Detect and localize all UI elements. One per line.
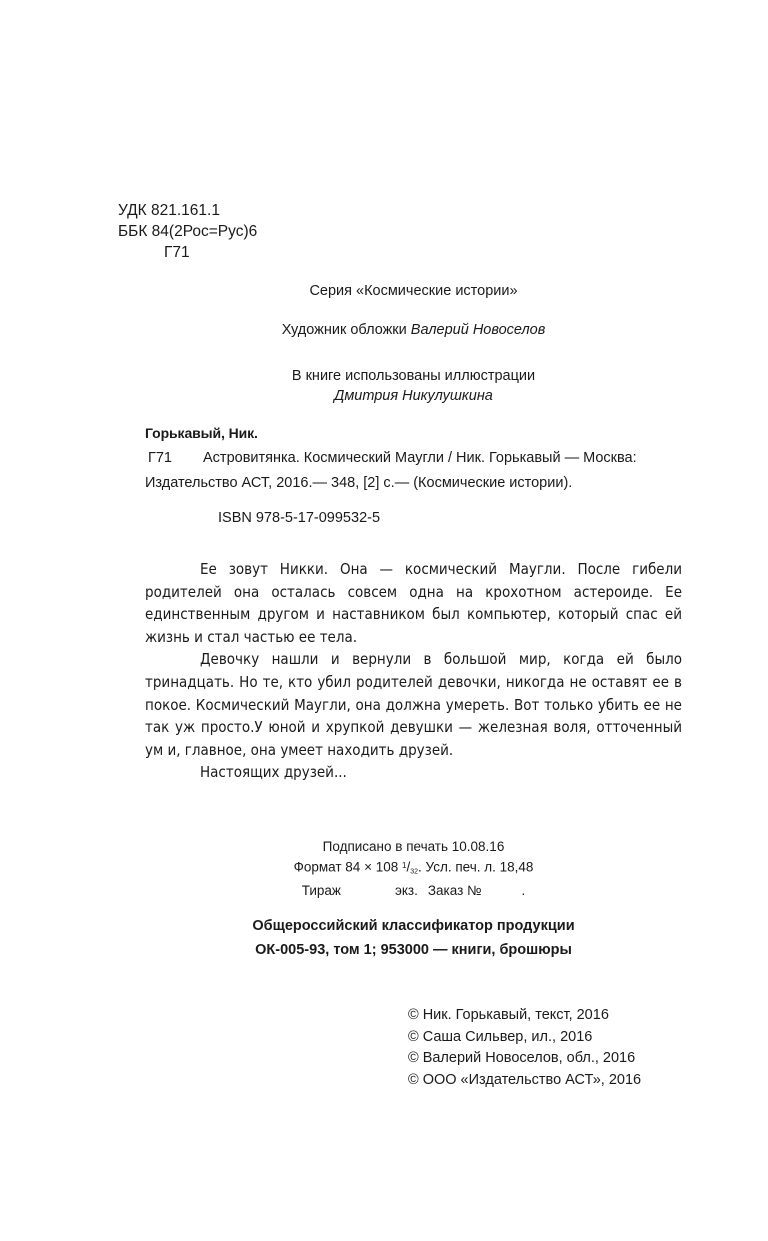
copyright-icon: © (408, 1028, 419, 1045)
series-line: Серия «Космические истории» (309, 283, 518, 299)
okp-classifier-block (145, 914, 682, 962)
order-value: . (521, 883, 526, 899)
copyright-icon: © (408, 1071, 419, 1088)
copyright-text: Валерий Новоселов, обл., 2016 (422, 1050, 636, 1066)
classification-block (118, 200, 257, 263)
format-fraction (402, 856, 418, 881)
print-run-unit: экз. (394, 883, 418, 899)
bibliographic-record (145, 421, 685, 496)
isbn-line: ISBN 978-5-17-099532-5 (218, 510, 381, 526)
imprint-format-line (145, 856, 682, 881)
illustrations-author: Дмитрия Никулушкина (334, 388, 493, 404)
imprint-format-label: Формат 84 × 108 (293, 859, 399, 875)
copyright-line (408, 1005, 641, 1027)
copyright-line (408, 1048, 641, 1070)
bbk-code: ББК 84(2Рос=Рус)6 (118, 223, 258, 240)
print-run-label: Тираж (301, 883, 341, 899)
okp-line-2: ОК-005-93, том 1; 953000 — книги, брошюры (255, 942, 572, 958)
udk-code: УДК 821.161.1 (118, 202, 220, 219)
cover-artist-name: Валерий Новоселов (410, 322, 546, 338)
imprint-run-line (145, 881, 682, 900)
order-label: Заказ № (427, 883, 482, 899)
imprint-format-tail: . Усл. печ. л. 18,48 (418, 859, 534, 875)
annotation-paragraph: Настоящих друзей... (200, 763, 347, 782)
copyright-text: Ник. Горькавый, текст, 2016 (422, 1007, 609, 1023)
biblio-record (145, 446, 685, 496)
copyright-icon: © (408, 1050, 419, 1066)
biblio-record-line-1: Астровитянка. Космический Маугли / Ник. Горькавый — Москва: (203, 450, 637, 466)
annotation-paragraph: Ее зовут Никки. Она — космический Маугли. После гибели родителей она осталась совсем одна на крохотном астероиде. Ее единственным другом и наставником был компьютер, который спас ей жизнь и стал частью ее тела. (145, 560, 682, 646)
biblio-shelf-marker: Г71 (148, 450, 172, 466)
copyright-block (408, 1005, 641, 1091)
copyright-text: Саша Сильвер, ил., 2016 (422, 1028, 593, 1045)
imprint-block (145, 837, 682, 900)
format-slash: / (406, 859, 411, 875)
copyright-icon: © (408, 1007, 419, 1023)
author-sign-code: Г71 (164, 244, 190, 261)
format-denominator: 32 (410, 868, 419, 876)
annotation-paragraph: Девочку нашли и вернули в большой мир, когда ей было тринадцать. Но те, кто убил родителей девочки, никогда не оставят ее в покое. Космический Маугли, она должна умереть. Вот только убить ее не так уж просто.У юной и хрупкой девушки — железная воля, отточенный ум и, главное, она умеет находить друзей. (145, 650, 682, 759)
cover-artist-line (145, 320, 682, 340)
cover-artist-label: Художник обложки (281, 322, 407, 338)
annotation-block (145, 558, 682, 784)
imprint-signed-line: Подписано в печать 10.08.16 (322, 839, 505, 854)
illustrations-label: В книге использованы иллюстрации (291, 368, 536, 384)
credits-block (145, 281, 682, 406)
biblio-author-heading: Горькавый, Ник. (145, 425, 258, 441)
format-numerator: 1 (402, 861, 407, 870)
copyright-line (408, 1027, 641, 1049)
okp-line-1: Общероссийский классификатор продукции (252, 918, 575, 934)
copyright-text: ООО «Издательство АСТ», 2016 (422, 1071, 642, 1088)
biblio-record-line-2: Издательство АСТ, 2016.— 348, [2] с.— (Космические истории). (145, 475, 573, 491)
copyright-line (408, 1070, 641, 1092)
